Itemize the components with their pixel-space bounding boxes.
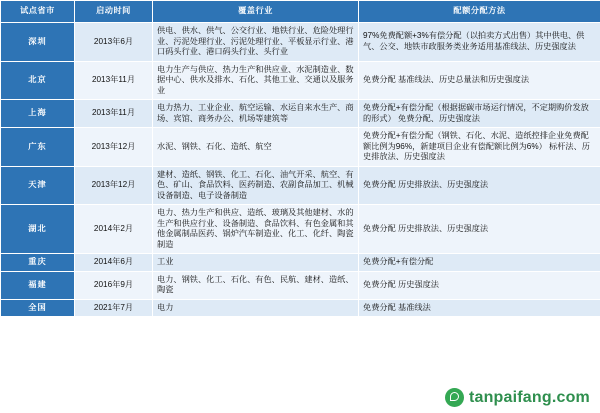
- table-row: [1, 205, 600, 254]
- cell-allocation-method: 免费分配 基准线法、历史总量法和历史强度法: [359, 61, 600, 100]
- column-header-allocation-method: 配额分配方法: [359, 1, 600, 23]
- column-header-sectors: 覆盖行业: [153, 1, 359, 23]
- table-row: [1, 254, 600, 272]
- cell-region: 北京: [1, 61, 75, 100]
- cell-start-date: 2014年2月: [75, 205, 153, 254]
- table-header: [1, 1, 600, 23]
- cell-allocation-method: 免费分配+有偿分配: [359, 254, 600, 272]
- cell-allocation-method: 免费分配 历史强度法: [359, 271, 600, 299]
- cell-start-date: 2013年11月: [75, 61, 153, 100]
- table-row: [1, 100, 600, 128]
- watermark: [445, 388, 590, 407]
- cell-sectors: 建材、造纸、钢铁、化工、石化、油气开采、航空、有色、矿山、食品饮料、医药制造、农副食品加工、机械设备制造、电子设备制造: [153, 166, 359, 205]
- cell-sectors: 电力: [153, 299, 359, 317]
- cell-sectors: 电力生产与供应、热力生产和供应业、水泥制造业、数据中心、供水及排水、石化、其他工业、交通以及服务业: [153, 61, 359, 100]
- cell-start-date: 2021年7月: [75, 299, 153, 317]
- cell-region: 深圳: [1, 23, 75, 62]
- cell-start-date: 2013年12月: [75, 128, 153, 167]
- cell-sectors: 电力、钢铁、化工、石化、有色、民航、建材、造纸、陶瓷: [153, 271, 359, 299]
- cell-allocation-method: 免费分配 历史排放法、历史强度法: [359, 166, 600, 205]
- cell-sectors: 电力热力、工业企业、航空运输、水运自来水生产、商场、宾馆、商务办公、机场等建筑等: [153, 100, 359, 128]
- column-header-start-date: 启动时间: [75, 1, 153, 23]
- watermark-text: tanpaifang.com: [468, 388, 590, 406]
- cell-allocation-method: 免费分配+有偿分配（钢铁、石化、水泥、造纸控排企业免费配额比例为96%，新建项目企业有偿配额比例为6%） 标杆法、历史排放法、历史强度法: [359, 128, 600, 167]
- table-row: [1, 299, 600, 317]
- cell-region: 全国: [1, 299, 75, 317]
- cell-allocation-method: 97%免费配额+3%有偿分配（以拍卖方式出售）其中供电、供气、公交、地铁市政服务类业务适用基准线法、历史强度法: [359, 23, 600, 62]
- table-row: [1, 23, 600, 62]
- cell-sectors: 供电、供水、供气、公交行业、地铁行业、危险处理行业、污泥处理行业、污泥处理行业、平板显示行业、港口码头行业、港口码头行业、头行业: [153, 23, 359, 62]
- table-row: [1, 61, 600, 100]
- cell-region: 重庆: [1, 254, 75, 272]
- leaf-icon: [445, 388, 464, 407]
- cell-allocation-method: 免费分配+有偿分配（根据据碳市场运行情况，不定期购价发放的形式） 免费分配、历史强度法: [359, 100, 600, 128]
- cell-start-date: 2013年12月: [75, 166, 153, 205]
- cell-region: 湖北: [1, 205, 75, 254]
- cell-region: 上海: [1, 100, 75, 128]
- cell-allocation-method: 免费分配 历史排放法、历史强度法: [359, 205, 600, 254]
- column-header-region: 试点省市: [1, 1, 75, 23]
- cell-sectors: 水泥、钢铁、石化、造纸、航空: [153, 128, 359, 167]
- table-header-row: [1, 1, 600, 23]
- cell-region: 天津: [1, 166, 75, 205]
- table-body: [1, 23, 600, 317]
- cell-start-date: 2014年6月: [75, 254, 153, 272]
- cell-start-date: 2013年6月: [75, 23, 153, 62]
- cell-sectors: 工业: [153, 254, 359, 272]
- table-row: [1, 128, 600, 167]
- table-row: [1, 166, 600, 205]
- cell-region: 福建: [1, 271, 75, 299]
- cell-allocation-method: 免费分配 基准线法: [359, 299, 600, 317]
- table-row: [1, 271, 600, 299]
- cell-region: 广东: [1, 128, 75, 167]
- cell-start-date: 2013年11月: [75, 100, 153, 128]
- cell-start-date: 2016年9月: [75, 271, 153, 299]
- cell-sectors: 电力、热力生产和供应、造纸、玻璃及其他建材、水的生产和供应行业、设备制造、食品饮料、有色金属和其他金属制品医药、锅炉汽车制造业、化工、化纤、陶瓷制造: [153, 205, 359, 254]
